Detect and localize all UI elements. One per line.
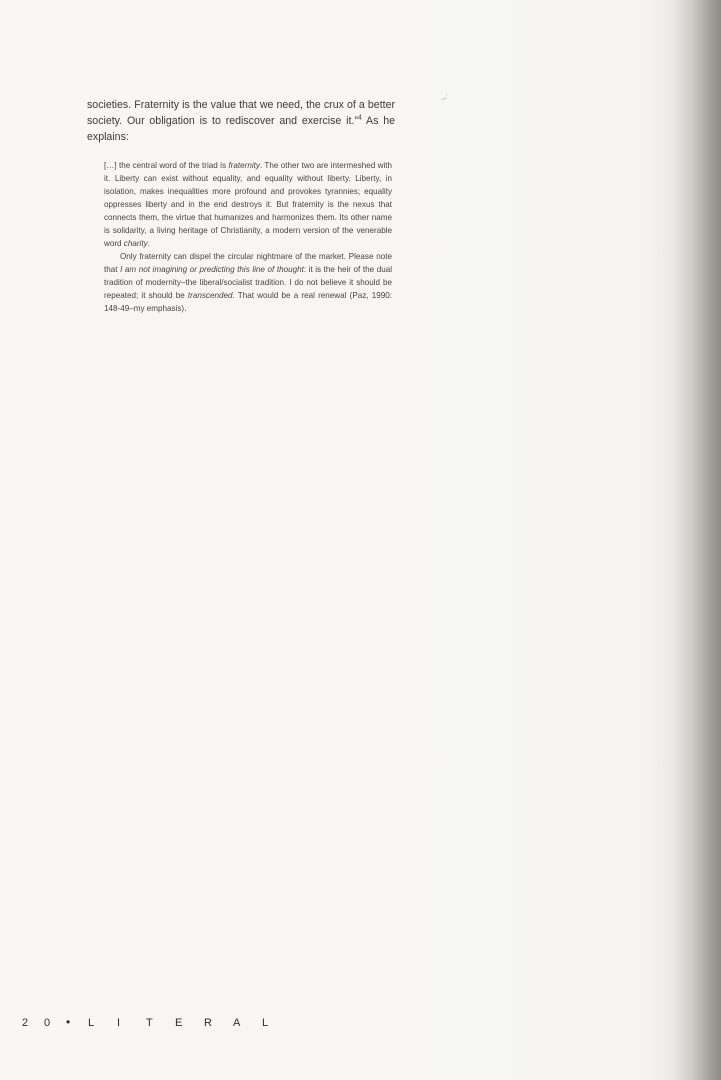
magazine-title [88,1017,291,1029]
quote-text: : it is the heir of the dual tradition of modernity–the liberal/socialist tradition. I do not believe it should be repeated; it should be [104,265,393,300]
stray-mark: ·-˙ [441,96,448,103]
magazine-title-letter: E [175,1017,183,1029]
quote-paragraph-1 [104,159,392,250]
quote-text: . That would be a real renewal (Paz, 1990: 148-49–my emphasis). [104,291,392,313]
block-quote [104,159,392,315]
page-footer [22,1015,291,1029]
magazine-title-letter: T [146,1017,153,1029]
quote-emphasis: fraternity [228,161,260,170]
quote-emphasis: I am not imagining or predicting this line of thought [120,265,304,274]
quote-text: Only fraternity can dispel the circular nightmare of the market. Please note that [104,252,392,274]
magazine-title-letter: R [204,1017,212,1029]
quote-emphasis: transcended [187,291,233,300]
page-number-digit: 2 [22,1017,29,1029]
quote-text: . The other two are intermeshed with it. Liberty can exist without equality, and equality without liberty. Liberty, in isolation, makes inequalities more profound and provokes tyrannies; equality oppresses liberty and in the end destroys it. But fraternity is the nexus that connects them, the virtue that humanizes and harmonizes them. Its other name is solidarity, a living heritage of Christianity, a modern version of the venerable word [104,161,393,248]
magazine-title-letter: L [262,1017,269,1029]
page-number-digit: 0 [44,1017,51,1029]
quote-paragraph-2 [104,250,392,315]
footer-separator: • [66,1015,71,1029]
quote-text: […] the central word of the triad is [104,161,229,170]
magazine-title-letter: A [233,1017,241,1029]
body-text-part1: societies. Fraternity is the value that we need, the crux of a better society. Our obligation is to rediscover and exercise it.” [87,99,395,127]
quote-text: . [147,239,150,248]
magazine-title-letter: I [117,1017,121,1029]
body-paragraph [87,97,395,145]
magazine-title-letter: L [88,1017,95,1029]
body-text-part2: As he explains: [87,115,396,143]
quote-emphasis: charity [123,239,148,248]
footnote-reference[interactable]: 4 [357,114,362,122]
